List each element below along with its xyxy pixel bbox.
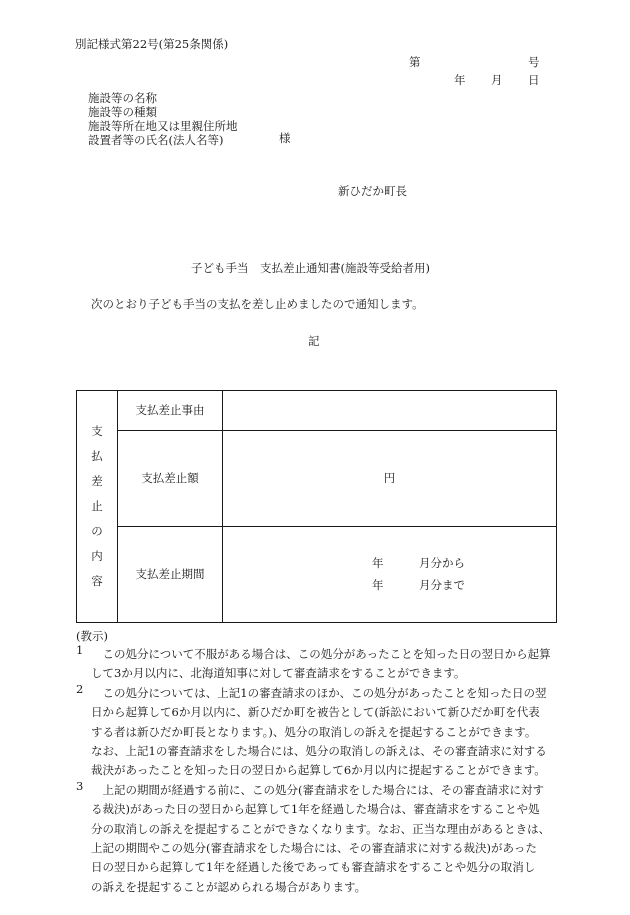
date-day-label: 日 xyxy=(528,73,540,87)
vertical-header-char: 内 xyxy=(91,549,103,563)
instruction-line: なお、上記1の審査請求をした場合には、処分の取消しの訴えは、その審査請求に対する xyxy=(91,743,547,758)
date-year-label: 年 xyxy=(454,73,466,87)
amount-label: 支払差止額 xyxy=(118,431,223,527)
period-from-year: 年 xyxy=(372,556,384,570)
instruction-item xyxy=(76,681,566,781)
addressee-block xyxy=(88,91,238,147)
instruction-item xyxy=(76,645,566,684)
instruction-line: る裁決)があった日の翌日から起算して1年を経過した場合は、審査請求をすることや処 xyxy=(91,802,540,817)
instruction-line: 上記の期間が経過する前に、この処分(審査請求をした場合には、その審査請求に対す xyxy=(91,782,544,797)
instruction-line: 分の取消しの訴えを提起することができなくなります。なお、正当な理由があるときは、 xyxy=(91,821,551,836)
period-label: 支払差止期間 xyxy=(118,527,223,623)
vertical-header-char: 払 xyxy=(91,449,103,463)
suspension-contents-table xyxy=(76,390,557,623)
instruction-line: 上記の期間やこの処分(審査請求をした場合には、その審査請求に対する裁決)があった xyxy=(91,840,537,855)
instruction-line: して3か月以内に、北海道知事に対して審査請求をすることができます。 xyxy=(91,666,466,681)
instruction-line: この処分について不服がある場合は、この処分があったことを知った日の翌日から起算 xyxy=(91,647,551,661)
reason-label: 支払差止事由 xyxy=(118,391,223,431)
vertical-header-char: 容 xyxy=(91,574,103,588)
instruction-line: する者は新ひだか町長となります。)、処分の取消しの訴えを提起することができます。 xyxy=(91,724,537,739)
vertical-header-char: 止 xyxy=(91,499,103,513)
facility-name-label: 施設等の名称 xyxy=(88,91,157,105)
instruction-number: 2 xyxy=(76,681,84,696)
amount-unit: 円 xyxy=(383,470,396,485)
instruction-line: 裁決があったことを知った日の翌日から起算して6か月以内に提起することができます。 xyxy=(91,763,546,778)
operator-name-label: 設置者等の氏名(法人名等) xyxy=(88,133,224,147)
form-number: 別記様式第22号(第25条関係) xyxy=(75,37,229,51)
ki-marker: 記 xyxy=(308,334,320,348)
lead-sentence: 次のとおり子ども手当の支払を差し止めましたので通知します。 xyxy=(91,297,424,311)
facility-address-label: 施設等所在地又は里親住所地 xyxy=(88,119,238,133)
document-number-suffix: 号 xyxy=(528,55,540,69)
reason-value xyxy=(223,391,557,431)
instruction-number: 1 xyxy=(76,643,84,657)
facility-type-label: 施設等の種類 xyxy=(88,105,157,119)
vertical-header-char: 支 xyxy=(91,424,103,438)
period-to-month: 月分まで xyxy=(419,578,465,592)
issuer: 新ひだか町長 xyxy=(338,184,407,198)
document-number-prefix: 第 xyxy=(409,55,421,69)
amount-value xyxy=(223,431,557,527)
appeal-instructions xyxy=(76,627,566,897)
instruction-line: の訴えを提起することが認められる場合があります。 xyxy=(91,879,367,894)
date-month-label: 月 xyxy=(491,73,503,87)
vertical-header-char: の xyxy=(91,524,103,538)
honorific: 様 xyxy=(279,131,291,145)
instruction-line: この処分については、上記1の審査請求のほか、この処分があったことを知った日の翌 xyxy=(91,685,547,700)
instruction-number: 3 xyxy=(76,778,84,793)
vertical-header xyxy=(77,391,118,623)
period-to-year: 年 xyxy=(372,578,384,592)
period-from-month: 月分から xyxy=(419,556,465,570)
document-title: 子ども手当 支払差止通知書(施設等受給者用) xyxy=(191,261,430,275)
instructions-heading: (教示) xyxy=(76,629,108,643)
instruction-line: 日から起算して6か月以内に、新ひだか町を被告として(訴訟において新ひだか町を代表 xyxy=(91,705,540,720)
instruction-item xyxy=(76,778,566,897)
period-value xyxy=(223,527,557,623)
instruction-line: 日の翌日から起算して1年を経過した後であっても審査請求をすることや処分の取消し xyxy=(91,860,536,875)
vertical-header-char: 差 xyxy=(91,474,103,488)
